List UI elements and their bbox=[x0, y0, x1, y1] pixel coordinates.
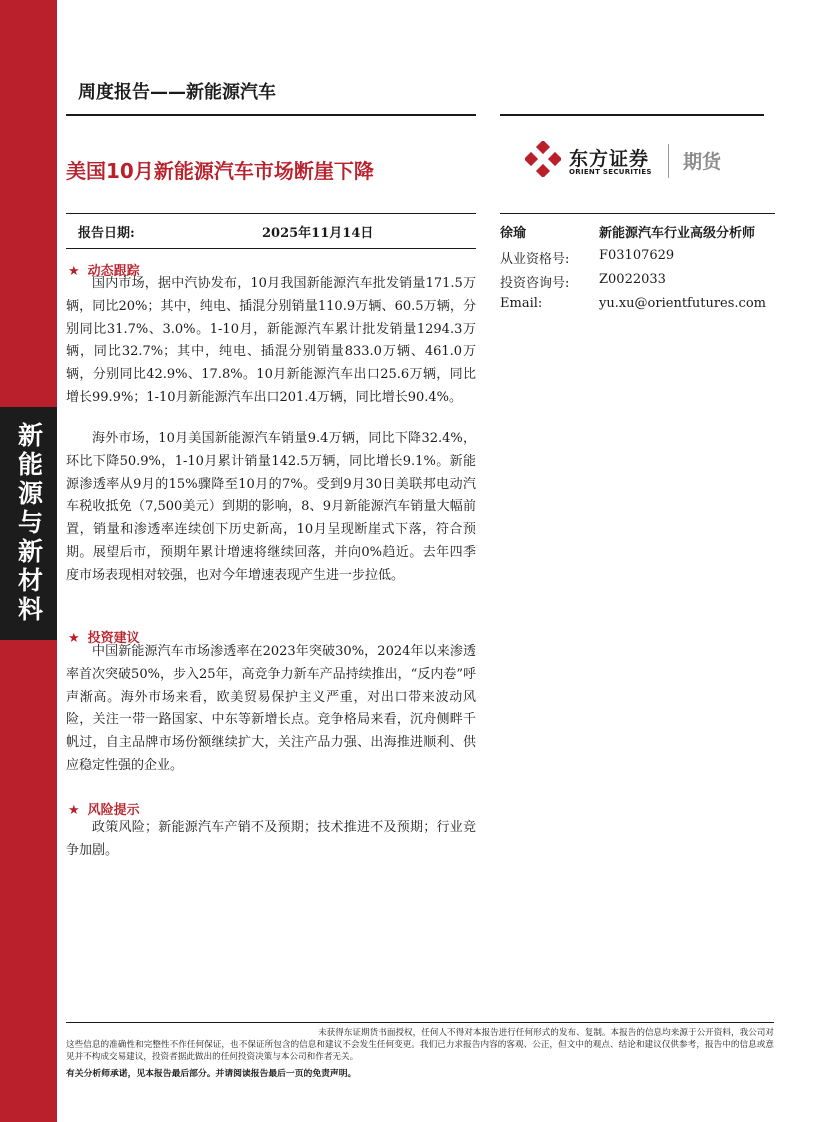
star-icon: ★ bbox=[68, 803, 80, 818]
analyst-row-label: Email: bbox=[500, 296, 543, 311]
section-heading-label: 投资建议 bbox=[87, 631, 140, 646]
analyst-name: 徐瑜 bbox=[500, 226, 527, 241]
footer-notice: 有关分析师承诺，见本报告最后部分。并请阅读报告最后一页的免责声明。 bbox=[66, 1069, 357, 1079]
logo-name-cn: 东方证券 bbox=[569, 148, 650, 170]
analyst-row-label: 从业资格号: bbox=[500, 252, 570, 267]
paragraph: 中国新能源汽车市场渗透率在2023年突破30%，2024年以来渗透率首次突破50%，步入25年，高竞争力新车产品持续推出，“反内卷”呼声渐高。海外市场来看，欧美贸易保护主义严重，对出口带来波动风险，关注一带一路国家、中东等新增长点。竞争格局来看，沉舟侧畔千帆过，自主品牌市场份额继续扩大，关注产品力强、出海推进顺利、供应稳定性强的企业。 bbox=[66, 644, 476, 773]
logo-name-en: ORIENT SECURITIES bbox=[569, 168, 652, 176]
analyst-header bbox=[500, 213, 775, 248]
sidebar-category-label: 新能源与新材料 bbox=[0, 407, 57, 640]
star-icon: ★ bbox=[68, 631, 80, 646]
report-date-value: 2025年11月14日 bbox=[262, 226, 374, 241]
header-rule-left bbox=[66, 114, 476, 116]
analyst-info bbox=[500, 213, 775, 320]
footer-rule bbox=[66, 1022, 774, 1023]
logo-sub: 期货 bbox=[683, 151, 722, 173]
analyst-title: 新能源汽车行业高级分析师 bbox=[599, 226, 756, 241]
star-icon: ★ bbox=[68, 264, 80, 279]
report-date-row bbox=[66, 213, 476, 249]
logo-divider bbox=[668, 144, 669, 178]
analyst-email[interactable]: yu.xu@orientfutures.com bbox=[599, 296, 766, 311]
analyst-row bbox=[500, 248, 775, 272]
footer-disclaimer: 未获得东证期货书面授权，任何人不得对本报告进行任何形式的发布、复制。本报告的信息均来源于公开资料，我公司对这些信息的准确性和完整性不作任何保证，也不保证所包含的信息和建议不会发生任何变更。我们已力求报告内容的客观、公正，但文中的观点、结论和建议仅供参考，报告中的信息或意见并不构成交易建议，投资者据此做出的任何投资决策与本公司和作者无关。 bbox=[66, 1028, 774, 1062]
analyst-row-label: 投资咨询号: bbox=[500, 276, 570, 291]
paragraph: 政策风险；新能源汽车产销不及预期；技术推进不及预期；行业竞争加剧。 bbox=[66, 820, 476, 858]
page-title: 美国10月新能源汽车市场断崖下降 bbox=[66, 159, 374, 183]
analyst-row-value: Z0022033 bbox=[599, 272, 666, 287]
analyst-row bbox=[500, 272, 775, 296]
section-heading-label: 动态跟踪 bbox=[87, 264, 140, 279]
company-logo bbox=[525, 138, 765, 186]
logo-mark-icon bbox=[525, 141, 561, 177]
header-rule-right bbox=[500, 114, 764, 116]
section-heading-label: 风险提示 bbox=[87, 803, 140, 818]
analyst-row bbox=[500, 296, 775, 320]
section-heading-risk bbox=[68, 799, 140, 818]
report-type: 周度报告——新能源汽车 bbox=[78, 82, 276, 103]
analyst-row-value: F03107629 bbox=[599, 248, 675, 263]
report-date-label: 报告日期: bbox=[78, 226, 135, 241]
paragraph: 海外市场，10月美国新能源汽车销量9.4万辆，同比下降32.4%，环比下降50.9%，1-10月累计销量142.5万辆，同比增长9.1%。新能源渗透率从9月的15%骤降至10月的7%。受到9月30日美联邦电动汽车税收抵免（7,500美元）到期的影响，8、9月新能源汽车销量大幅前置，销量和渗透率连续创下历史新高，10月呈现断崖式下落，符合预期。展望后市，预期年累计增速将继续回落，并向0%趋近。去年四季度市场表现相对较强，也对今年增速表现产生进一步拉低。 bbox=[66, 431, 476, 583]
paragraph: 国内市场，据中汽协发布，10月我国新能源汽车批发销量171.5万辆，同比20%；其中，纯电、插混分别销量110.9万辆、60.5万辆，分别同比31.7%、3.0%。1-10月，新能源汽车累计批发销量1294.3万辆，同比32.7%；其中，纯电、插混分别销量833.0万辆、461.0万辆，分别同比42.9%、17.8%。10月新能源汽车出口25.6万辆，同比增长99.9%；1-10月新能源汽车出口201.4万辆，同比增长90.4%。 bbox=[66, 276, 476, 405]
